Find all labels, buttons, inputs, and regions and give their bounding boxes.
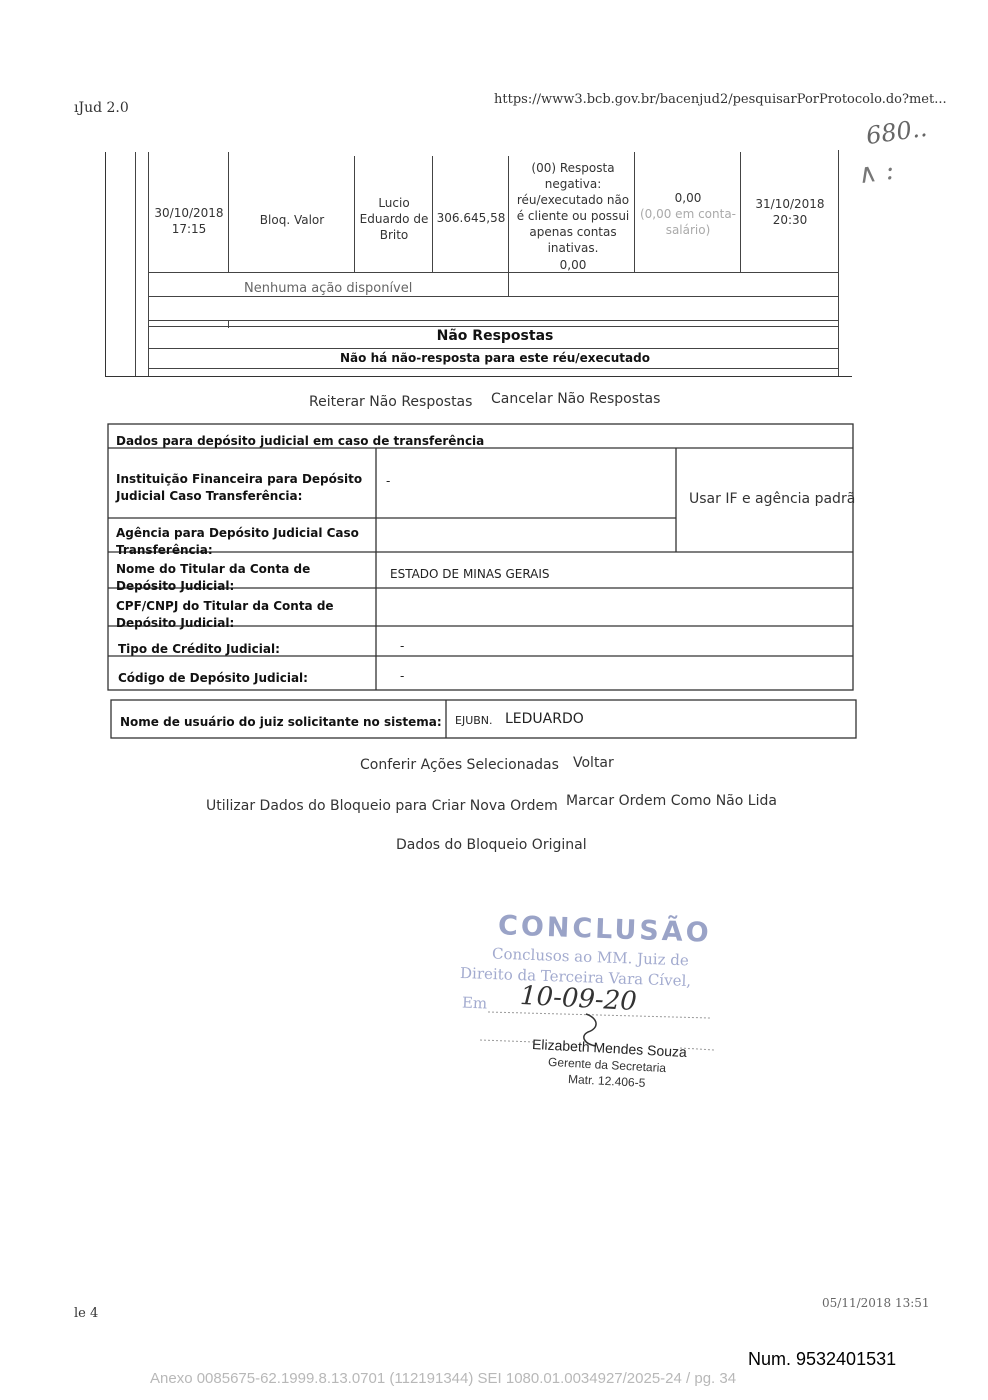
dados-bloqueio-original-link[interactable]: Dados do Bloqueio Original [396, 837, 587, 853]
row-response-date: 31/10/2018 20:30 [755, 197, 825, 227]
row-date: 30/10/2018 17:15 [154, 206, 224, 236]
inst-financeira-label: Instituição Financeira para Depósito Judicial Caso Transferência: [116, 472, 363, 503]
annex-footer: Anexo 0085675-62.1999.8.13.0701 (112191344) SEI 1080.01.0034927/2025-24 / pg. 34 [150, 1370, 737, 1387]
footer-timestamp: 05/11/2018 13:51 [822, 1296, 930, 1310]
stamp-name: Elizabeth Mendes Souza [531, 1035, 688, 1061]
cancelar-nao-respostas-link[interactable]: Cancelar Não Respostas [491, 391, 661, 407]
marcar-nao-lida-link[interactable]: Marcar Ordem Como Não Lida [566, 793, 777, 809]
codigo-deposito-value[interactable]: - [400, 669, 405, 683]
document-number: Num. 9532401531 [748, 1349, 897, 1369]
stamp-line-3: Em [461, 993, 488, 1013]
cpf-cnpj-label: CPF/CNPJ do Titular da Conta de Depósito Judicial: [116, 599, 334, 630]
codigo-deposito-label: Código de Depósito Judicial: [118, 671, 308, 685]
usar-if-agencia-padrao-button[interactable]: Usar IF e agência padrã [689, 491, 856, 507]
header-url: https://www3.bcb.gov.br/bacenjud2/pesquisarPorProtocolo.do?met... [494, 92, 947, 107]
handwritten-mark: ∧ : [856, 155, 896, 191]
row-response: (00) Resposta negativa: réu/executado não é cliente ou possui apenas contas inativas. [516, 161, 630, 255]
nao-respostas-subtitle: Não há não-resposta para este réu/executado [340, 351, 650, 365]
juiz-label: Nome de usuário do juiz solicitante no sistema: [120, 715, 442, 729]
utilizar-dados-link[interactable]: Utilizar Dados do Bloqueio para Criar Nova Ordem [206, 798, 558, 814]
conferir-acoes-link[interactable]: Conferir Ações Selecionadas [360, 757, 559, 773]
voltar-link[interactable]: Voltar [573, 755, 614, 771]
tipo-credito-label: Tipo de Crédito Judicial: [118, 642, 280, 656]
titular-label: Nome do Titular da Conta de Depósito Judicial: [116, 562, 311, 593]
header-app-title: ıJud 2.0 [74, 100, 129, 116]
row-blocked-note: (0,00 em conta-salário) [639, 207, 737, 237]
row-response-value: 0,00 [559, 258, 587, 272]
row-type: Bloq. Valor [259, 213, 325, 227]
stamp-title: CONCLUSÃO [497, 910, 713, 949]
deposit-section-title: Dados para depósito judicial em caso de transferência [116, 434, 485, 448]
stamp-handwritten-date: 10-09-20 [519, 980, 638, 1018]
nao-respostas-title: Não Respostas [436, 328, 554, 344]
stamp-line-1: Conclusos ao MM. Juiz de [491, 944, 690, 970]
titular-value[interactable]: ESTADO DE MINAS GERAIS [390, 567, 550, 581]
juiz-prefix: EJUBN. [455, 714, 493, 727]
inst-financeira-value[interactable]: - [386, 474, 391, 488]
stamp-role: Gerente da Secretaria [547, 1054, 667, 1076]
no-action-text: Nenhuma ação disponível [244, 281, 413, 296]
stamp-matricula: Matr. 12.406-5 [567, 1071, 646, 1091]
row-blocked: 0,00 [674, 191, 702, 205]
tipo-credito-value[interactable]: - [400, 639, 405, 653]
reiterar-nao-respostas-link[interactable]: Reiterar Não Respostas [309, 394, 473, 410]
juiz-username[interactable]: LEDUARDO [505, 711, 584, 727]
stamp-line-2: Direito da Terceira Vara Cível, [459, 963, 692, 991]
footer-page: le 4 [74, 1306, 99, 1321]
handwritten-page-number: 680.. [864, 113, 929, 151]
agencia-label: Agência para Depósito Judicial Caso Transferência: [116, 526, 359, 557]
row-amount: 306.645,58 [436, 211, 506, 225]
row-name: Lucio Eduardo de Brito [359, 196, 429, 242]
